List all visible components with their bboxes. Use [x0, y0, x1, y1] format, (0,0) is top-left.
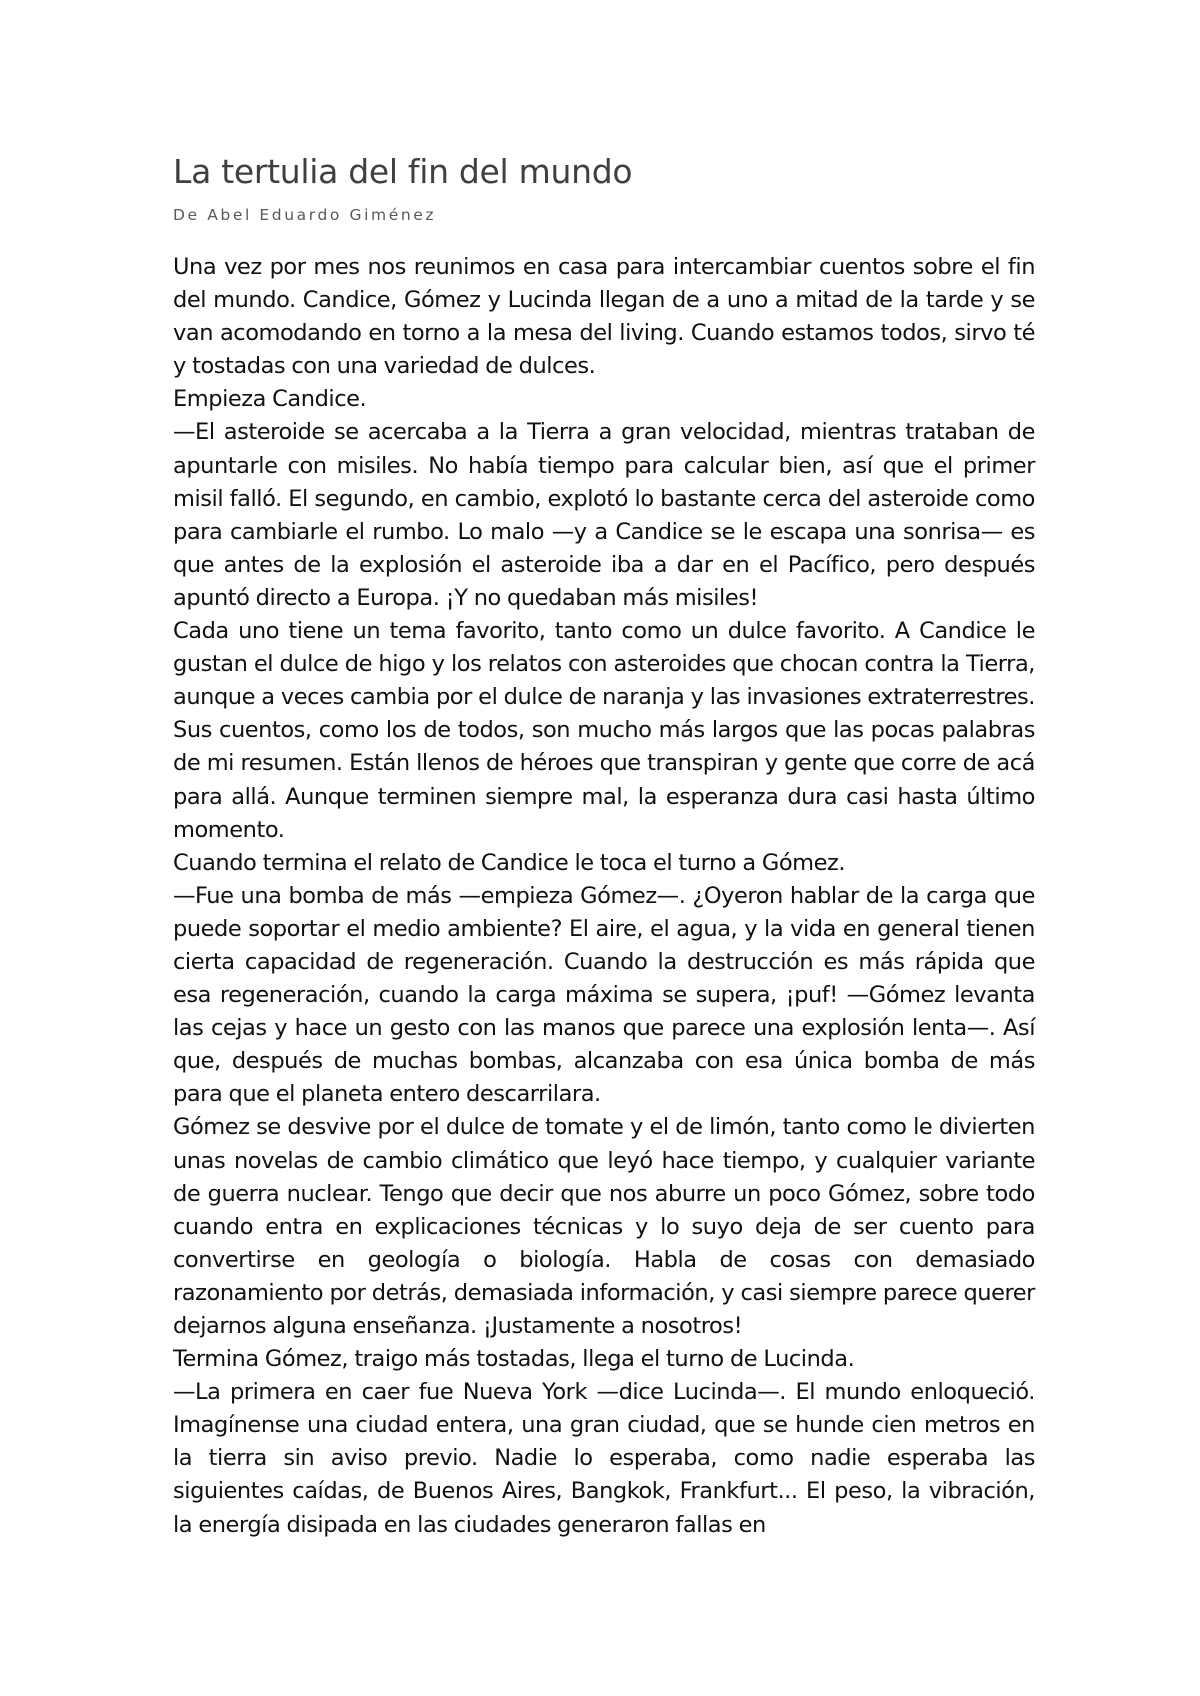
- paragraph: —El asteroide se acercaba a la Tierra a gran velocidad, mientras trataban de apuntarle con misiles. No había tiempo para calcular bien, así que el primer misil falló. El segundo, en cambio, explotó lo bastante cerca del asteroide como para cambiarle el rumbo. Lo malo —y a Candice se le escapa una sonrisa— es que antes de la explosión el asteroide iba a dar en el Pacífico, pero después apuntó directo a Europa. ¡Y no quedaban más misiles!: [173, 419, 1035, 611]
- paragraph: Una vez por mes nos reunimos en casa para intercambiar cuentos sobre el fin del mundo. Candice, Gómez y Lucinda llegan de a uno a mitad de la tarde y se van acomodando en torno a la mesa del living. Cuando estamos todos, sirvo té y tostadas con una variedad de dulces.: [173, 254, 1035, 380]
- paragraph: Termina Gómez, traigo más tostadas, llega el turno de Lucinda.: [173, 1346, 855, 1373]
- document-body: [173, 251, 1035, 1542]
- document-content: [173, 150, 1035, 1542]
- paragraph: Gómez se desvive por el dulce de tomate y el de limón, tanto como le divierten unas novelas de cambio climático que leyó hace tiempo, y cualquier variante de guerra nuclear. Tengo que decir que nos aburre un poco Gómez, sobre todo cuando entra en explicaciones técnicas y lo suyo deja de ser cuento para convertirse en geología o biología. Habla de cosas con demasiado razonamiento por detrás, demasiada información, y casi siempre parece querer dejarnos alguna enseñanza. ¡Justamente a nosotros!: [173, 1114, 1035, 1339]
- document-title: La tertulia del fin del mundo: [173, 152, 633, 191]
- paragraph: —La primera en caer fue Nueva York —dice Lucinda—. El mundo enloqueció. Imagínense una ciudad entera, una gran ciudad, que se hunde cien metros en la tierra sin aviso previo. Nadie lo esperaba, como nadie esperaba las siguientes caídas, de Buenos Aires, Bangkok, Frankfurt... El peso, la vibración, la energía disipada en las ciudades generaron fallas en: [173, 1379, 1035, 1538]
- paragraph: Cada uno tiene un tema favorito, tanto como un dulce favorito. A Candice le gustan el dulce de higo y los relatos con asteroides que chocan contra la Tierra, aunque a veces cambia por el dulce de naranja y las invasiones extraterrestres. Sus cuentos, como los de todos, son mucho más largos que las pocas palabras de mi resumen. Están llenos de héroes que transpiran y gente que corre de acá para allá. Aunque terminen siempre mal, la esperanza dura casi hasta último momento.: [173, 618, 1035, 843]
- paragraph: —Fue una bomba de más —empieza Gómez—. ¿Oyeron hablar de la carga que puede soportar el medio ambiente? El aire, el agua, y la vida en general tienen cierta capacidad de regeneración. Cuando la destrucción es más rápida que esa regeneración, cuando la carga máxima se supera, ¡puf! —Gómez levanta las cejas y hace un gesto con las manos que parece una explosión lenta—. Así que, después de muchas bombas, alcanzaba con esa única bomba de más para que el planeta entero descarrilara.: [173, 882, 1035, 1108]
- document-author: De Abel Eduardo Giménez: [173, 206, 437, 224]
- paragraph: Cuando termina el relato de Candice le toca el turno a Gómez.: [173, 849, 846, 876]
- paragraph: Empieza Candice.: [173, 386, 367, 413]
